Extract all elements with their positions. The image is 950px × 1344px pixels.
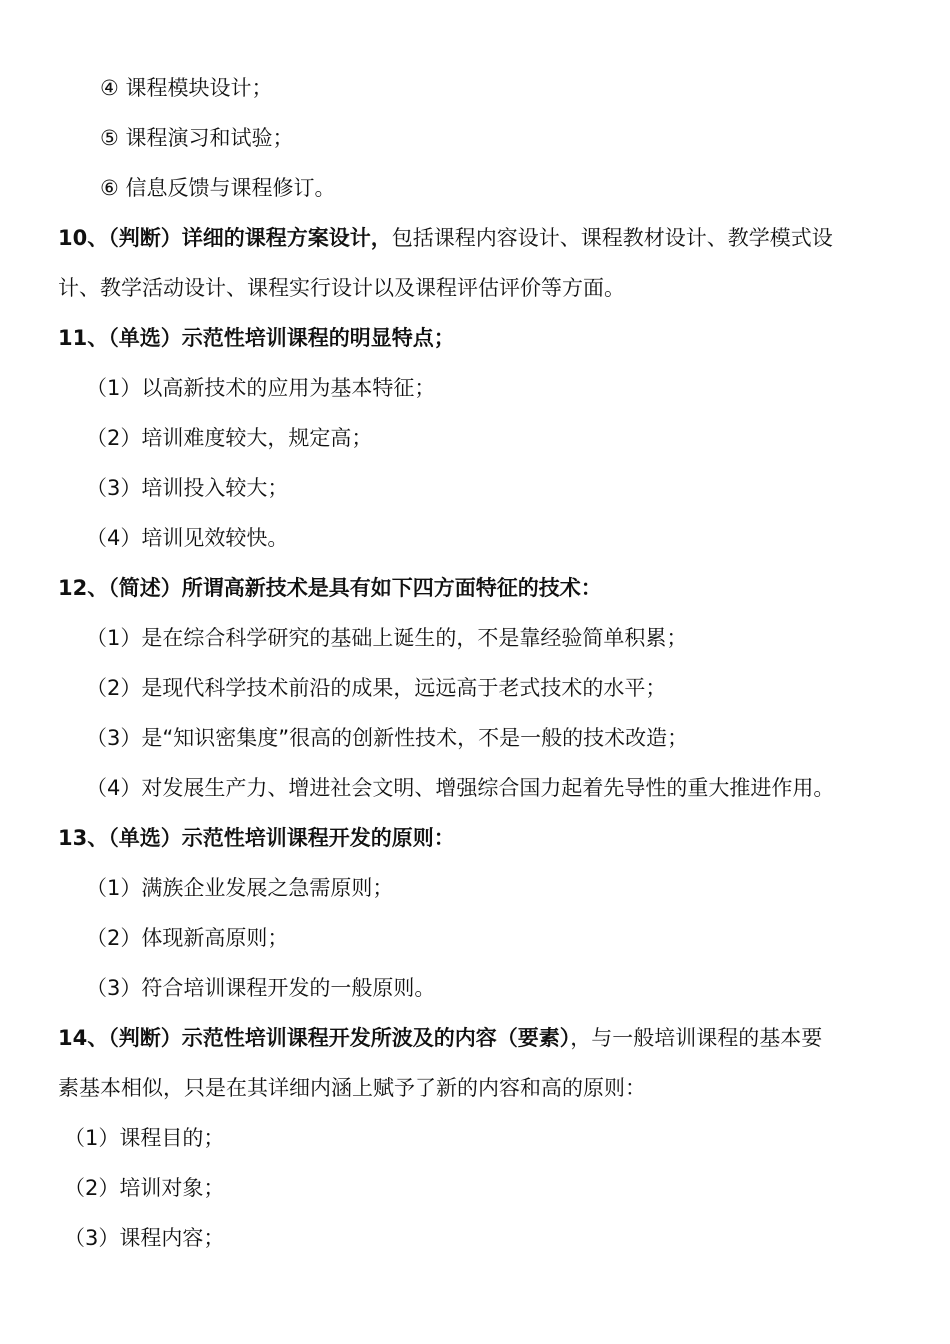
list-item-module-design: ④ 课程模块设计；: [100, 76, 273, 100]
list-item: （1）以高新技术的应用为基本特征；: [86, 376, 436, 400]
question-10: [58, 221, 833, 255]
list-item: （1）满族企业发展之急需原则；: [86, 876, 394, 900]
list-item: （2）体现新高原则；: [86, 926, 289, 950]
list-item: （3）符合培训课程开发的一般原则。: [86, 976, 436, 1000]
list-item: （3）是“知识密集度”很高的创新性技术，不是一般的技术改造；: [86, 726, 689, 750]
question-14-heading: 14、（判断）示范性培训课程开发所波及的内容（要素）: [58, 1026, 571, 1050]
list-item: （2）是现代科学技术前沿的成果，远远高于老式技术的水平；: [86, 676, 667, 700]
question-10-text: 包括课程内容设计、课程教材设计、教学模式设: [391, 226, 833, 250]
question-14: [58, 1021, 822, 1055]
list-item: （3）培训投入较大；: [86, 476, 289, 500]
question-10-continuation: 计、教学活动设计、课程实行设计以及课程评估评价等方面。: [58, 276, 625, 300]
list-item: （2）培训对象；: [64, 1176, 225, 1200]
question-14-text: ，与一般培训课程的基本要: [570, 1026, 823, 1050]
list-item: （4）培训见效较快。: [86, 526, 289, 550]
question-13-heading: 13、（单选）示范性培训课程开发的原则：: [58, 826, 455, 850]
question-11-heading: 11、（单选）示范性培训课程的明显特点；: [58, 326, 455, 350]
question-10-heading: 10、（判断）详细的课程方案设计，: [58, 226, 392, 250]
question-12-heading: 12、（简述）所谓高新技术是具有如下四方面特征的技术：: [58, 576, 602, 600]
question-14-continuation: 素基本相似，只是在其详细内涵上赋予了新的内容和高的原则：: [58, 1076, 646, 1100]
list-item: （4）对发展生产力、增进社会文明、增强综合国力起着先导性的重大推进作用。: [86, 776, 835, 800]
list-item: （2）培训难度较大，规定高；: [86, 426, 373, 450]
list-item: （1）课程目的；: [64, 1126, 225, 1150]
list-item-feedback: ⑥ 信息反馈与课程修订。: [100, 176, 336, 200]
list-item: （1）是在综合科学研究的基础上诞生的，不是靠经验简单积累；: [86, 626, 688, 650]
list-item: （3）课程内容；: [64, 1226, 225, 1250]
list-item-rehearsal: ⑤ 课程演习和试验；: [100, 126, 294, 150]
